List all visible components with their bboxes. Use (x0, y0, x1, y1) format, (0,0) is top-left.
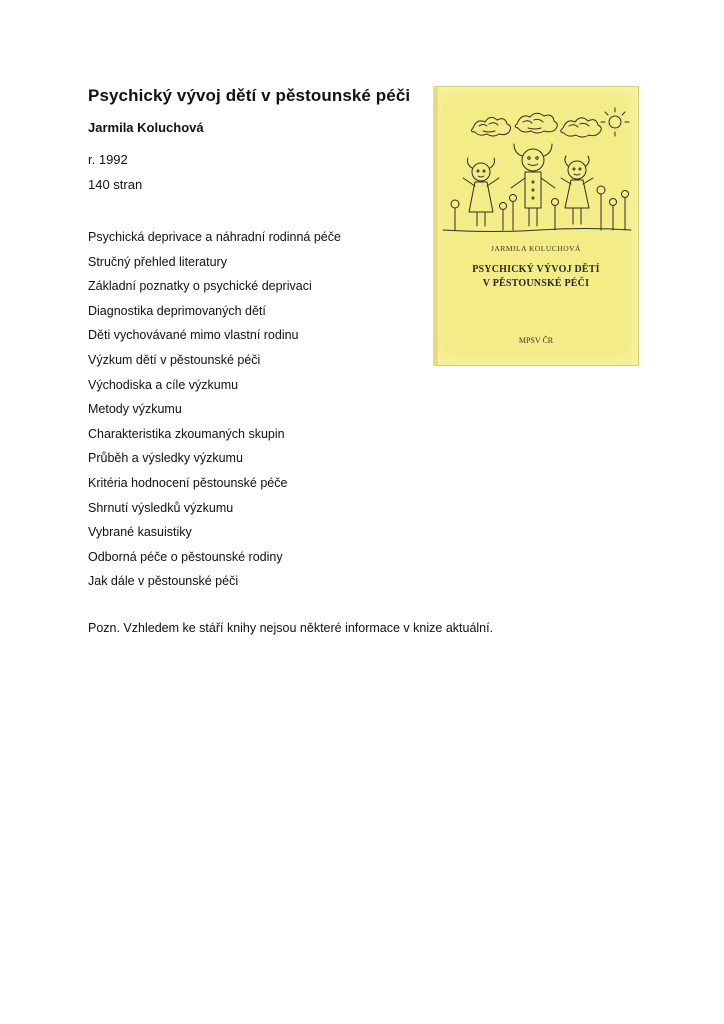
cloud-icon (561, 118, 602, 137)
toc-item: Kritéria hodnocení pěstounské péče (88, 475, 288, 490)
toc-item: Děti vychovávané mimo vlastní rodinu (88, 328, 299, 343)
cover-title-line2: V PĚSTOUNSKÉ PÉČI (482, 278, 590, 289)
toc-item: Jak dále v pěstounské péči (88, 574, 239, 589)
flower-icon (552, 199, 559, 231)
cloud-icon (515, 113, 557, 133)
toc-item: Charakteristika zkoumaných skupin (88, 426, 285, 441)
cover-author: JARMILA KOLUCHOVÁ (491, 244, 581, 253)
flower-icon (500, 203, 507, 231)
toc-item: Psychická deprivace a náhradní rodinná péče (88, 230, 341, 244)
toc-item: Diagnostika deprimovaných dětí (88, 303, 266, 318)
child-figure-icon (561, 156, 593, 224)
toc-item: Vybrané kasuistiky (88, 525, 192, 540)
book-title: Psychický vývoj dětí v pěstounské péči (88, 86, 411, 105)
toc-item: Metody výzkumu (88, 402, 182, 417)
flower-icon (510, 195, 517, 231)
sun-icon (601, 108, 629, 136)
toc-item: Východiska a cíle výzkumu (88, 377, 239, 392)
child-drawing-illustration (433, 86, 639, 236)
toc-item: Základní poznatky o psychické deprivaci (88, 279, 312, 294)
cover-publisher: MPSV ČR (518, 336, 554, 345)
cover-title-line1: PSYCHICKÝ VÝVOJ DĚTÍ (472, 264, 600, 275)
toc-item: Výzkum dětí v pěstounské péči (88, 352, 261, 367)
toc-item: Stručný přehled literatury (88, 254, 227, 269)
child-figure-icon (463, 158, 499, 226)
cloud-icon (471, 117, 510, 136)
flower-icon (451, 200, 459, 230)
flower-icon (610, 199, 617, 231)
publication-year: r. 1992 (88, 152, 128, 167)
toc-item: Shrnutí výsledků výzkumu (88, 500, 234, 515)
toc-item: Odborná péče o pěstounské rodiny (88, 549, 283, 564)
flower-icon (597, 186, 605, 230)
book-author: Jarmila Koluchová (88, 120, 204, 135)
child-figure-icon (511, 144, 555, 226)
table-of-contents (88, 228, 341, 597)
page-count: 140 stran (88, 177, 143, 192)
book-cover-image (433, 86, 639, 366)
note-text: Pozn. Vzhledem ke stáří knihy nejsou některé informace v knize aktuální. (88, 621, 494, 635)
flower-icon (622, 191, 629, 231)
toc-item: Průběh a výsledky výzkumu (88, 451, 243, 466)
